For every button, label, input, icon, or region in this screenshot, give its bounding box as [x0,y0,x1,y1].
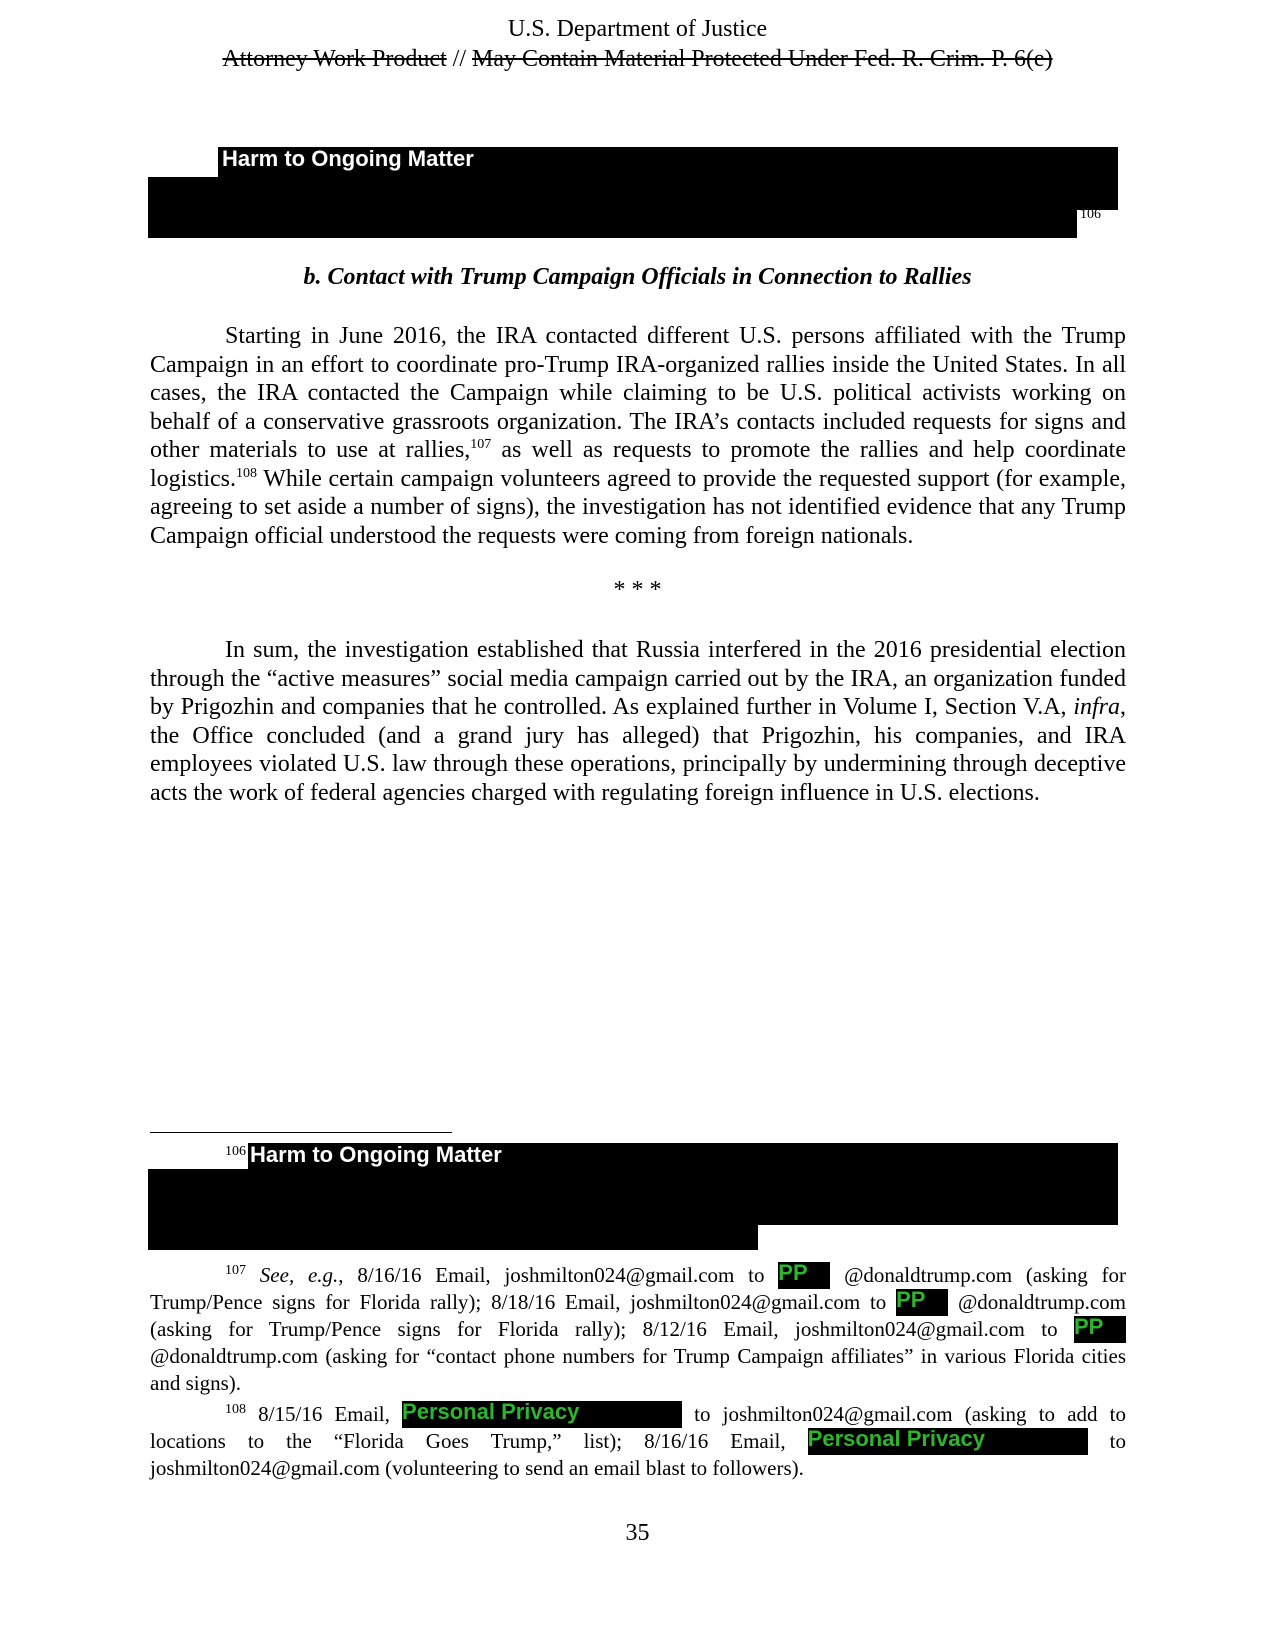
marking-work-product: Attorney Work Product [222,46,447,72]
footnote-ref-108: 108 [236,465,258,481]
redaction-label-hom: Harm to Ongoing Matter [222,146,474,171]
redaction-bar [148,208,1077,238]
paragraph-text: While certain campaign volunteers agreed to provide the requested support (for example, agreeing to set aside a number of signs), the investigation has not identified evidence that any Trump Campaign official understood the requests were coming from foreign nationals. [150,465,1126,549]
marking-separator: // [446,46,473,72]
footnote-107 [150,1262,1126,1396]
section-heading: b. Contact with Trump Campaign Officials in Connection to Rallies [303,264,972,290]
paragraph-italic: infra [1073,694,1120,720]
paragraph-rallies [150,322,1126,550]
footnote-text: 8/15/16 Email, [246,1402,403,1426]
footnote-text: @donaldtrump.com (asking for Trump/Pence signs for Florida rally); 8/18/16 Email, joshmilton024@gmail.com to [150,1263,1127,1314]
classification-marking [0,46,1275,73]
redaction-personal-privacy: PP [896,1289,948,1316]
redaction-bar [148,1169,1118,1225]
footnote-text: to joshmilton024@gmail.com (asking to add to locations to the “Florida Goes Trump,” list); 8/16/16 Email, [150,1402,1126,1453]
footnote-text: , 8/16/16 Email, joshmilton024@gmail.com to [338,1263,779,1287]
paragraph-text: , the Office concluded (and a grand jury has alleged) that Prigozhin, his companies, and IRA employees violated U.S. law through these operations, principally by undermining through deceptive acts the work of federal agencies charged with regulating foreign influence in U.S. elections. [150,694,1126,806]
paragraph-text: as well as requests to promote the rallies and help coordinate logistics. [150,437,1126,492]
paragraph-summary [150,636,1126,807]
footnote-ref-106: 106 [1080,207,1101,222]
footnote-number: 106 [225,1144,246,1159]
redaction-bar [148,177,1118,210]
page-number: 35 [625,1520,650,1546]
redaction-personal-privacy: PP [1074,1316,1126,1343]
redaction-personal-privacy: PP [778,1262,830,1289]
redaction-personal-privacy: Personal Privacy [808,1428,1088,1455]
agency-header: U.S. Department of Justice [507,16,768,42]
section-divider-stars: * * * [613,577,662,603]
marking-grand-jury: May Contain Material Protected Under Fed. R. Crim. P. 6(e) [472,46,1053,72]
citation-signal: See, e.g. [259,1263,339,1287]
footnote-text: to joshmilton024@gmail.com (volunteering to send an email blast to followers). [150,1429,1126,1480]
footnote-number: 107 [225,1263,246,1278]
footnote-separator [150,1132,452,1133]
redaction-label-hom: Harm to Ongoing Matter [250,1142,502,1167]
footnote-text: @donaldtrump.com (asking for “contact phone numbers for Trump Campaign affiliates” in various Florida cities and signs). [150,1344,1126,1395]
footnote-number: 108 [225,1402,246,1417]
footnote-text: @donaldtrump.com (asking for Trump/Pence signs for Florida rally); 8/12/16 Email, joshmilton024@gmail.com to [150,1290,1126,1341]
footnote-ref-107: 107 [470,437,492,452]
footnote-108 [150,1401,1126,1482]
redaction-personal-privacy: Personal Privacy [402,1401,682,1428]
paragraph-text: In sum, the investigation established that Russia interfered in the 2016 presidential election through the “active measures” social media campaign carried out by the IRA, an organization funded by Prigozhin and companies that he controlled. As explained further in Volume I, Section V.A, [150,637,1126,720]
redaction-bar [148,1223,758,1250]
paragraph-text: Starting in June 2016, the IRA contacted different U.S. persons affiliated with the Trump Campaign in an effort to coordinate pro-Trump IRA-organized rallies inside the United States. In all cases, the IRA contacted the Campaign while claiming to be U.S. political activists working on behalf of a conservative grassroots organization. The IRA’s contacts included requests for signs and other materials to use at rallies, [150,323,1126,463]
